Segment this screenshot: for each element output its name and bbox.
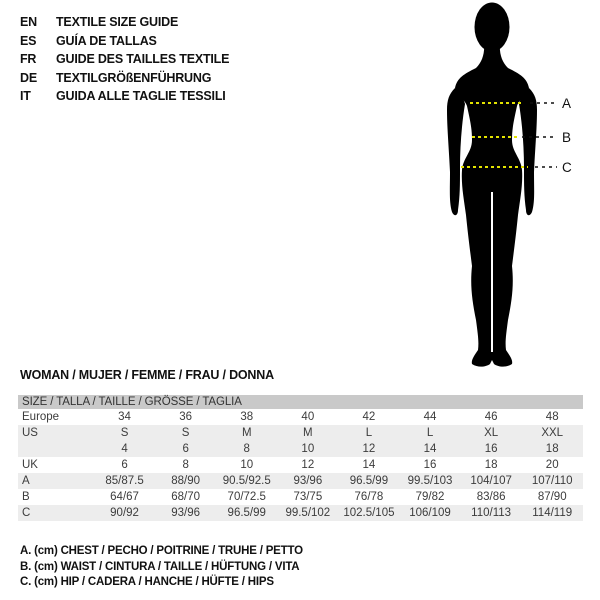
table-cell: 114/119	[532, 507, 573, 519]
table-row	[18, 473, 583, 489]
table-cell: 8	[243, 443, 250, 455]
table-cell: 83/86	[476, 491, 506, 503]
language-code: IT	[20, 89, 31, 104]
language-title: GUIDA ALLE TAGLIE TESSILI	[56, 89, 226, 104]
table-cell: 96.5/99	[227, 507, 266, 519]
language-title: GUÍA DE TALLAS	[56, 33, 157, 48]
table-cell: 90.5/92.5	[222, 475, 271, 487]
language-title: GUIDE DES TAILLES TEXTILE	[56, 52, 230, 67]
table-row	[18, 505, 583, 521]
table-cell: 18	[484, 459, 498, 471]
legend-line: A. (cm) CHEST / PECHO / POITRINE / TRUHE / PETTO	[20, 545, 303, 557]
table-cell: 14	[423, 443, 437, 455]
language-row	[20, 69, 229, 88]
language-title: TEXTILGRÖßENFÜHRUNG	[56, 70, 212, 85]
table-cell: L	[426, 427, 434, 439]
table-cell: 44	[423, 411, 437, 423]
table-cell: 10	[301, 443, 315, 455]
row-label: UK	[22, 459, 38, 471]
table-cell: 6	[182, 443, 189, 455]
table-cell: 102.5/105	[343, 507, 395, 519]
table-cell: 68/70	[171, 491, 201, 503]
table-cell: M	[303, 427, 313, 439]
language-row	[20, 13, 229, 32]
table-cell: 96.5/99	[349, 475, 389, 487]
language-list	[20, 13, 229, 106]
measurement-legend	[20, 545, 303, 592]
language-row	[20, 32, 229, 51]
language-code: DE	[20, 70, 37, 85]
language-code: FR	[20, 52, 37, 67]
table-cell: 64/67	[110, 491, 139, 503]
table-cell: 85/87.5	[105, 475, 144, 487]
size-table	[18, 395, 583, 521]
table-row	[18, 457, 583, 473]
table-cell: 18	[545, 443, 559, 455]
table-cell: 90/92	[110, 507, 139, 519]
table-cell: 88/90	[171, 475, 201, 487]
table-cell: M	[241, 427, 252, 439]
table-cell: 110/113	[471, 507, 512, 519]
table-cell: 70/72.5	[227, 491, 266, 503]
language-row	[20, 87, 229, 106]
table-cell: 6	[121, 459, 128, 471]
table-cell: L	[365, 427, 373, 439]
marker-label-waist: B	[562, 130, 572, 145]
table-cell: 12	[362, 443, 376, 455]
table-cell: 40	[301, 411, 315, 423]
language-code: EN	[20, 15, 37, 30]
table-cell: 38	[240, 411, 254, 423]
table-cell: 99.5/103	[407, 475, 453, 487]
table-cell: 93/96	[293, 475, 323, 487]
table-cell: 42	[362, 411, 376, 423]
table-cell: 99.5/102	[285, 507, 331, 519]
row-label: B	[22, 491, 30, 503]
table-cell: 107/110	[531, 475, 573, 487]
table-cell: 87/90	[537, 491, 567, 503]
size-table-header: SIZE / TALLA / TAILLE / GRÖSSE / TAGLIA	[18, 395, 583, 409]
silhouette-head	[475, 3, 510, 52]
table-cell: 14	[362, 459, 376, 471]
row-label: A	[22, 475, 30, 487]
table-cell: 79/82	[415, 491, 445, 503]
table-cell: 104/107	[470, 475, 512, 487]
table-cell: 48	[545, 411, 559, 423]
table-cell: XXL	[541, 427, 564, 439]
table-cell: S	[120, 427, 129, 439]
table-cell: 16	[423, 459, 437, 471]
table-row	[18, 425, 583, 441]
language-code: ES	[20, 33, 37, 48]
table-cell: 10	[240, 459, 254, 471]
category-title: WOMAN / MUJER / FEMME / FRAU / DONNA	[20, 368, 274, 382]
body-measurement-figure	[430, 0, 578, 378]
table-row	[18, 489, 583, 505]
table-cell: S	[181, 427, 190, 439]
silhouette-right-arm	[519, 88, 537, 215]
row-label: US	[22, 427, 38, 439]
woman-silhouette-diagram	[430, 0, 578, 378]
row-label: C	[22, 507, 31, 519]
legend-line: C. (cm) HIP / CADERA / HANCHE / HÜFTE / HIPS	[20, 576, 274, 588]
table-cell: 76/78	[354, 491, 384, 503]
table-cell: 93/96	[171, 507, 201, 519]
table-cell: 73/75	[293, 491, 323, 503]
language-row	[20, 50, 229, 69]
table-cell: 36	[179, 411, 193, 423]
silhouette-left-arm	[447, 88, 465, 215]
table-cell: 106/109	[409, 507, 451, 519]
language-title: TEXTILE SIZE GUIDE	[56, 15, 179, 30]
table-cell: 12	[301, 459, 315, 471]
table-row	[18, 441, 583, 457]
table-cell: XL	[484, 427, 499, 439]
table-cell: 34	[118, 411, 131, 423]
marker-label-hip: C	[562, 160, 572, 175]
table-cell: 8	[182, 459, 189, 471]
table-cell: 16	[484, 443, 498, 455]
legend-line: B. (cm) WAIST / CINTURA / TAILLE / HÜFTUNG / VITA	[20, 560, 300, 573]
table-cell: 46	[484, 411, 498, 423]
marker-label-chest: A	[562, 96, 572, 111]
row-label: Europe	[22, 411, 60, 423]
table-row	[18, 409, 583, 425]
table-cell: 20	[545, 459, 559, 471]
table-cell: 4	[121, 443, 128, 455]
